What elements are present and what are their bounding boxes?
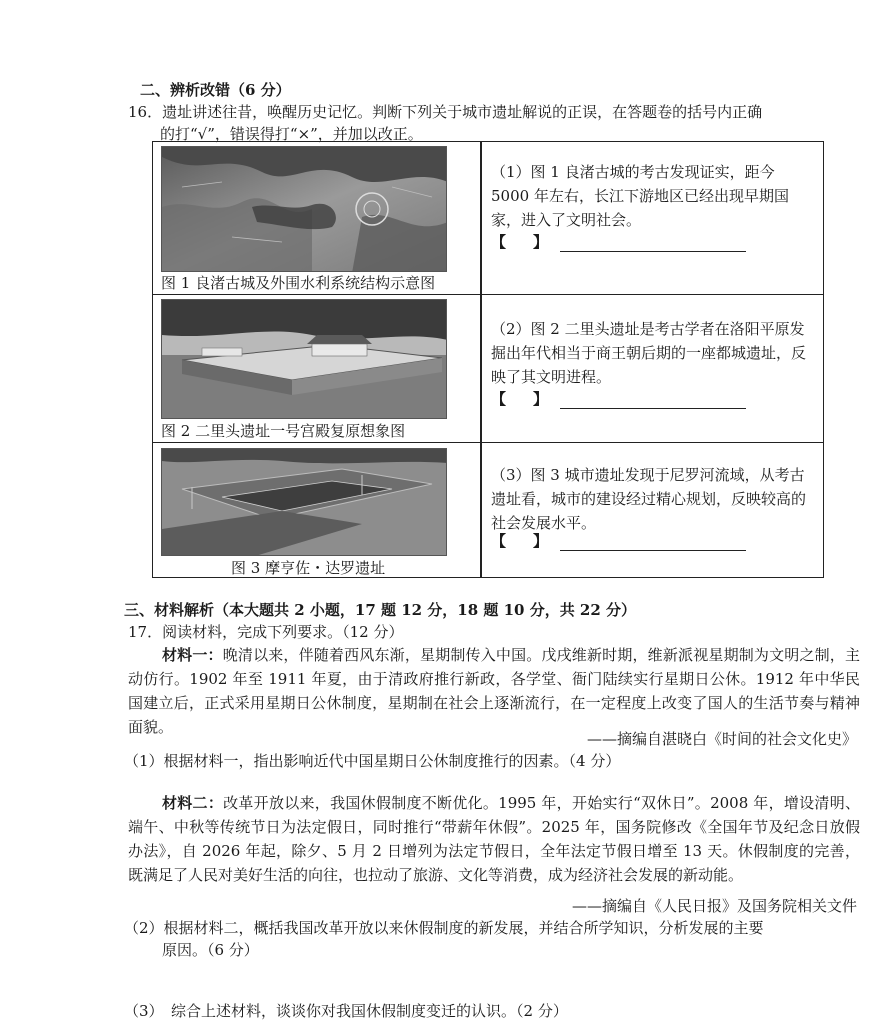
- material-1-label: 材料一：: [162, 646, 223, 664]
- section3-heading: 三、材料解析（本大题共 2 小题，17 题 12 分，18 题 10 分，共 22 分）: [124, 601, 637, 619]
- section2-heading: 二、辨析改错（6 分）: [140, 81, 291, 99]
- q17-sub2-line2: 原因。（6 分）: [162, 941, 259, 959]
- answer-bracket-2[interactable]: 【 】: [491, 390, 555, 408]
- q17-sub3: （3） 综合上述材料，谈谈你对我国休假制度变迁的认识。（2 分）: [124, 1002, 568, 1020]
- q16-stem-line2: 的打“√”，错误得打“×”，并加以改正。: [160, 125, 423, 143]
- material-1-text: 晚清以来，伴随着西风东渐，星期制传入中国。戊戌维新时期，维新派视星期制为文明之制，主动仿行。1902 年至 1911 年夏，由于清政府推行新政，各学堂、衙门陆续实行星期日公休。1912 年中华民国建立后，正式采用星期日公休制度，星期制在社会上逐渐流行，在一定程度上改变了国人的生活节奏与精神面貌。: [128, 646, 860, 736]
- material-2-text: 改革开放以来，我国休假制度不断优化。1995 年，开始实行“双休日”。2008 年，增设清明、端午、中秋等传统节日为法定假日，同时推行“带薪年休假”。2025 年，国务院修改《全国年节及纪念日放假办法》，自 2026 年起，除夕、5 月 2 日增列为法定节假日，全年法定节假日增至 13 天。休假制度的完善，既满足了人民对美好生活的向往，也拉动了旅游、文化等消费，成为经济社会发展的新动能。: [128, 794, 860, 884]
- liangzhu-map-image: [161, 146, 447, 272]
- answer-2: [491, 389, 746, 409]
- answer-blank-3[interactable]: [560, 537, 746, 551]
- table-row-1: [153, 142, 823, 295]
- figure1-caption: 图 1 良渚古城及外围水利系统结构示意图: [161, 274, 436, 292]
- figure3-caption: 图 3 摩亨佐・达罗遗址: [231, 559, 386, 577]
- answer-bracket-3[interactable]: 【 】: [491, 532, 555, 550]
- material-1-source: ——摘编自湛晓白《时间的社会文化史》: [586, 730, 857, 748]
- figure2-caption: 图 2 二里头遗址一号宫殿复原想象图: [161, 422, 406, 440]
- material-2: [128, 791, 860, 887]
- statement-3: （3）图 3 城市遗址发现于尼罗河流域，从考古遗址看，城市的建设经过精心规划，反映较高的社会发展水平。: [491, 466, 807, 532]
- q17-stem: 17．阅读材料，完成下列要求。（12 分）: [128, 623, 404, 641]
- material-2-label: 材料二：: [162, 794, 224, 812]
- liangzhu-map-illustration: [162, 147, 447, 272]
- answer-3: [491, 531, 746, 551]
- erlitou-palace-illustration: [162, 300, 447, 419]
- material-1: [128, 643, 860, 739]
- statement-1: （1）图 1 良渚古城的考古发现证实，距今 5000 年左右，长江下游地区已经出现早期国家，进入了文明社会。: [491, 163, 789, 229]
- table-row-3: [153, 443, 823, 579]
- answer-blank-1[interactable]: [560, 238, 746, 252]
- q17-sub2-line1: （2）根据材料二，概括我国改革开放以来休假制度的新发展，并结合所学知识，分析发展的主要: [124, 919, 764, 937]
- answer-bracket-1[interactable]: 【 】: [491, 233, 555, 251]
- mohenjodaro-image: [161, 448, 447, 556]
- judgement-table: [152, 141, 824, 578]
- material-2-source: ——摘编自《人民日报》及国务院相关文件: [571, 897, 857, 915]
- answer-1: [491, 232, 746, 252]
- statement-2: （2）图 2 二里头遗址是考古学者在洛阳平原发掘出年代相当于商王朝后期的一座都城遗址，反映了其文明进程。: [491, 320, 807, 386]
- q17-sub1: （1）根据材料一，指出影响近代中国星期日公休制度推行的因素。（4 分）: [124, 752, 621, 770]
- erlitou-palace-image: [161, 299, 447, 419]
- answer-blank-2[interactable]: [560, 395, 746, 409]
- q16-stem-line1: 16．遗址讲述往昔，唤醒历史记忆。判断下列关于城市遗址解说的正误，在答题卷的括号内正确: [128, 103, 763, 121]
- table-row-2: [153, 295, 823, 443]
- mohenjodaro-illustration: [162, 449, 447, 556]
